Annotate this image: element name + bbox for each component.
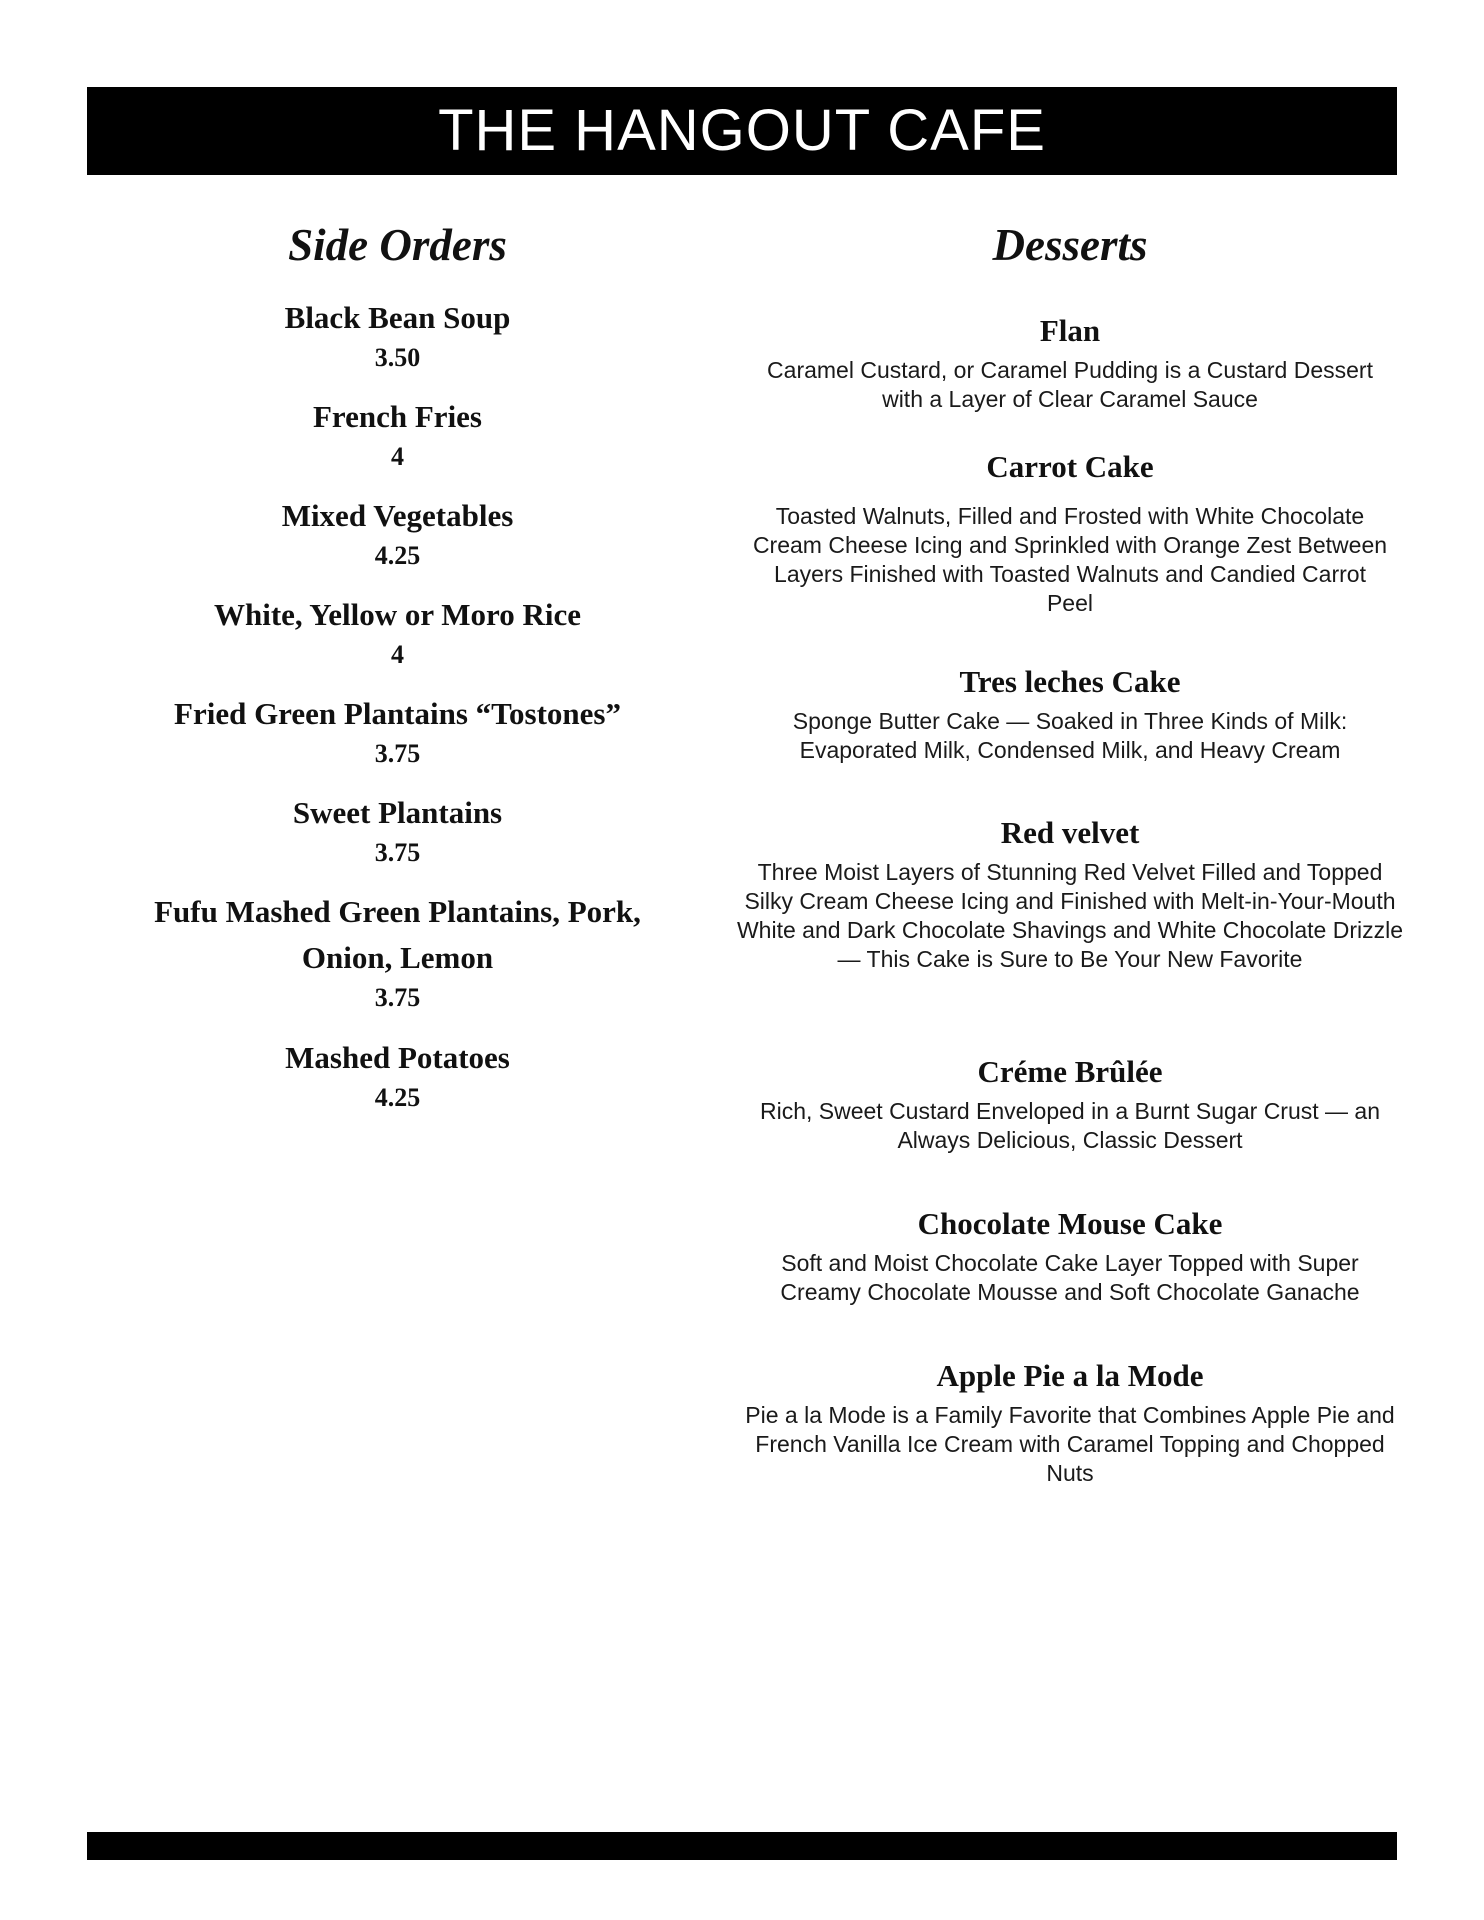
dessert-item xyxy=(735,661,1405,765)
side-order-item xyxy=(100,394,695,474)
page-title: THE HANGOUT CAFE xyxy=(438,98,1046,163)
side-order-name: Black Bean Soup xyxy=(284,300,511,335)
dessert-name: Créme Brûlée xyxy=(977,1054,1163,1089)
dessert-description: Toasted Walnuts, Filled and Frosted with White Chocolate Cream Cheese Icing and Sprinkled with Orange Zest Between Layers Finished with Toasted Walnuts and Candied Carrot Peel xyxy=(752,503,1388,616)
side-order-item xyxy=(100,691,695,771)
dessert-description: Caramel Custard, or Caramel Pudding is a Custard Dessert with a Layer of Clear Caramel Sauce xyxy=(767,357,1373,412)
side-order-price: 4 xyxy=(391,640,404,669)
dessert-item xyxy=(735,812,1405,974)
side-order-price: 4.25 xyxy=(374,541,421,570)
dessert-description: Soft and Moist Chocolate Cake Layer Topped with Super Creamy Chocolate Mousse and Soft Chocolate Ganache xyxy=(780,1250,1360,1305)
side-order-name: Sweet Plantains xyxy=(292,795,503,830)
dessert-item xyxy=(735,446,1405,618)
side-order-name: Mixed Vegetables xyxy=(281,498,514,533)
dessert-item xyxy=(735,310,1405,414)
dessert-name: Tres leches Cake xyxy=(959,664,1181,699)
side-orders-column xyxy=(100,0,695,1150)
side-order-price: 4 xyxy=(391,442,404,471)
side-order-item xyxy=(100,889,695,1015)
side-order-price: 3.75 xyxy=(374,838,421,867)
dessert-name: Carrot Cake xyxy=(986,449,1154,484)
dessert-item xyxy=(735,1051,1405,1155)
side-order-price: 3.75 xyxy=(374,983,421,1012)
side-order-item xyxy=(100,295,695,375)
dessert-item xyxy=(735,1203,1405,1307)
side-order-item xyxy=(100,1035,695,1115)
side-orders-title: Side Orders xyxy=(288,220,507,270)
side-order-item xyxy=(100,790,695,870)
dessert-name: Apple Pie a la Mode xyxy=(936,1358,1204,1393)
side-order-name: Mashed Potatoes xyxy=(285,1040,510,1075)
side-order-price: 3.75 xyxy=(374,739,421,768)
side-order-item xyxy=(100,493,695,573)
dessert-name: Chocolate Mouse Cake xyxy=(917,1206,1223,1241)
desserts-column xyxy=(735,0,1405,1520)
side-order-item xyxy=(100,592,695,672)
side-order-name: Fufu Mashed Green Plantains, Pork, Onion, Lemon xyxy=(154,894,641,975)
side-order-price: 3.50 xyxy=(374,343,421,372)
dessert-description: Sponge Butter Cake — Soaked in Three Kinds of Milk: Evaporated Milk, Condensed Milk, and Heavy Cream xyxy=(792,708,1348,763)
desserts-title: Desserts xyxy=(992,220,1148,270)
dessert-name: Flan xyxy=(1039,313,1101,348)
dessert-name: Red velvet xyxy=(1000,815,1140,850)
side-order-name: French Fries xyxy=(312,399,483,434)
footer-bar xyxy=(87,1832,1397,1860)
side-order-name: White, Yellow or Moro Rice xyxy=(213,597,582,632)
dessert-description: Three Moist Layers of Stunning Red Velvet Filled and Topped Silky Cream Cheese Icing and Finished with Melt-in-Your-Mouth White and Dark Chocolate Shavings and White Chocolate Drizzle — This Cake is Sure to Be Your New Favorite xyxy=(736,859,1404,972)
dessert-item xyxy=(735,1355,1405,1488)
side-order-name: Fried Green Plantains “Tostones” xyxy=(174,696,621,731)
side-order-price: 4.25 xyxy=(374,1083,421,1112)
dessert-description: Rich, Sweet Custard Enveloped in a Burnt Sugar Crust — an Always Delicious, Classic Dessert xyxy=(759,1098,1381,1153)
dessert-description: Pie a la Mode is a Family Favorite that Combines Apple Pie and French Vanilla Ice Cream with Caramel Topping and Chopped Nuts xyxy=(745,1402,1395,1486)
